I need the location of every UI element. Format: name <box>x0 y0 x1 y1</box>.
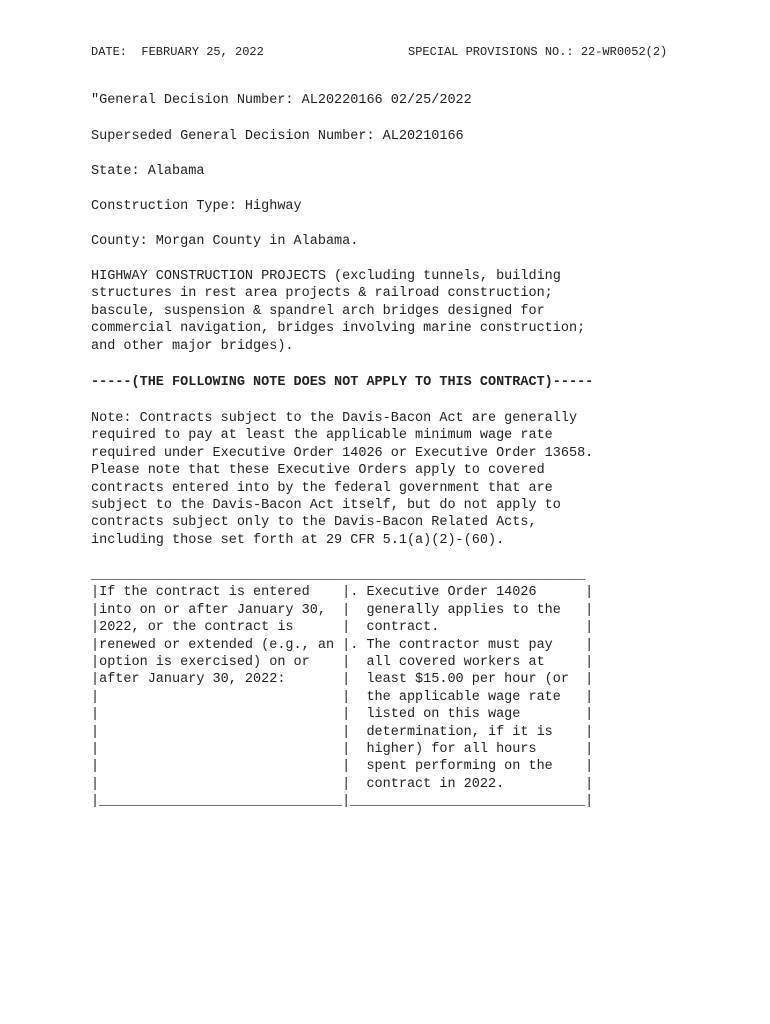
construction-type-line: Construction Type: Highway <box>91 199 302 214</box>
projects-paragraph: HIGHWAY CONSTRUCTION PROJECTS (excluding tunnels, building structures in rest area projects & railroad construction; bascule, suspension & spandrel arch bridges designed for commercial navigation, bridges involving marine construction; and other major bridges). <box>91 269 586 354</box>
note-paragraph: Note: Contracts subject to the Davis-Bacon Act are generally required to pay at least the applicable minimum wage rate required under Executive Order 14026 or Executive Order 13658. Please note that these Executive Orders apply to covered contracts entered into by the federal government that are subject to the Davis-Bacon Act itself, but do not apply to contracts subject only to the Davis-Bacon Related Acts, including those set forth at 29 CFR 5.1(a)(2)-(60). <box>91 411 594 548</box>
superseded-decision-number: Superseded General Decision Number: AL20210166 <box>91 129 464 144</box>
header-date: DATE: FEBRUARY 25, 2022 <box>91 45 264 59</box>
county-line: County: Morgan County in Alabama. <box>91 234 359 249</box>
note-heading: -----(THE FOLLOWING NOTE DOES NOT APPLY TO THIS CONTRACT)----- <box>91 375 594 390</box>
general-decision-number: "General Decision Number: AL20220166 02/25/2022 <box>91 93 472 108</box>
wage-table: _____________________________________________________________ |If the contract is entered |. Executive Order 14026 | |into on or after January 30, | generally applies to the | |2022, or the contract is | contract. | |renewed or extended (e.g., an |. The contractor must pay | |option is exercised) on or | all covered workers at | |after January 30, 2022: | least $15.00 per hour (or | | | the applicable wage rate | | | listed on this wage | | | determination, if it is | | | higher) for all hours | | | spent performing on the | | | contract in 2022. | |______________________________|_____________________________| <box>91 568 594 810</box>
state-line: State: Alabama <box>91 164 205 179</box>
header-special-provisions: SPECIAL PROVISIONS NO.: 22-WR0052(2) <box>408 45 668 59</box>
